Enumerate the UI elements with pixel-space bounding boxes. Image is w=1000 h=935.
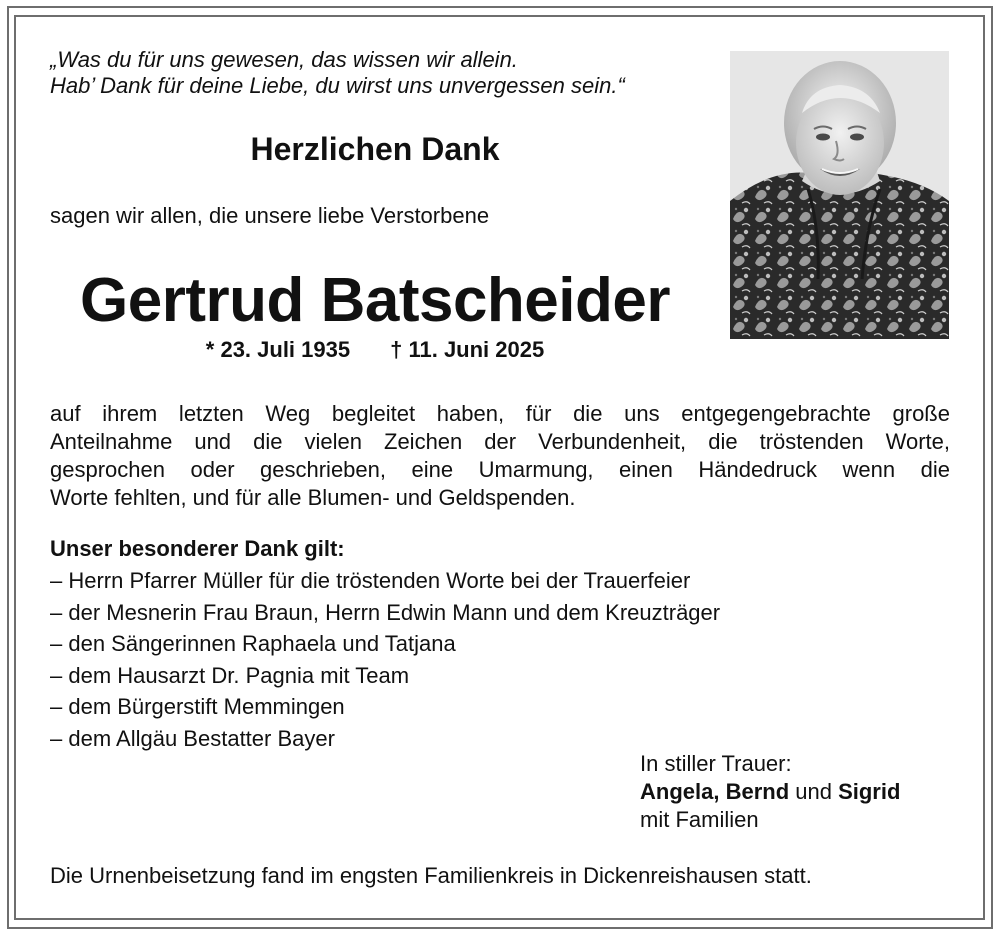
burial-notice: Die Urnenbeisetzung fand im engsten Familienkreis in Dickenreishausen statt. [50, 863, 812, 888]
heading: Herzlichen Dank [250, 131, 500, 167]
list-item: – der Mesnerin Frau Braun, Herrn Edwin Mann und dem Kreuzträger [50, 599, 721, 625]
paragraph-line: Anteilnahme und die vielen Zeichen der Verbundenheit, die tröstenden Worte, [50, 429, 950, 454]
paragraph-line: Worte fehlten, und für alle Blumen- und Geldspenden. [50, 485, 576, 510]
list-item: – dem Allgäu Bestatter Bayer [50, 725, 335, 751]
life-dates [50, 336, 700, 364]
birth-date: * 23. Juli 1935 [205, 337, 351, 362]
list-item: – dem Hausarzt Dr. Pagnia mit Team [50, 662, 410, 688]
list-item: – dem Bürgerstift Memmingen [50, 694, 345, 719]
mourner-connector: und [789, 779, 839, 804]
list-item: – den Sängerinnen Raphaela und Tatjana [50, 631, 456, 656]
deceased-name: Gertrud Batscheider [79, 266, 670, 335]
quote-line-1: „Was du für uns gewesen, das wissen wir allein. [50, 47, 518, 72]
special-thanks-list [50, 565, 720, 754]
list-item: – Herrn Pfarrer Müller für die tröstenden Worte bei der Trauerfeier [50, 568, 691, 593]
quote-line-2: Hab’ Dank für deine Liebe, du wirst uns unvergessen sein.“ [50, 73, 625, 98]
mourner-name: Sigrid [838, 779, 901, 804]
mourner-names: Angela, Bernd [640, 779, 790, 804]
special-thanks-heading: Unser besonderer Dank gilt: [50, 536, 345, 561]
paragraph-line: gesprochen oder geschrieben, eine Umarmung, einen Händedruck wenn die [50, 457, 950, 482]
death-date: † 11. Juni 2025 [390, 337, 545, 362]
mourning-intro: In stiller Trauer: [640, 751, 792, 776]
paragraph-line: auf ihrem letzten Weg begleitet haben, für die uns entgegengebrachte große [50, 401, 950, 426]
portrait-photo [730, 51, 949, 339]
thanks-paragraph [50, 400, 950, 512]
memorial-quote [50, 47, 625, 99]
mourning-signature [640, 750, 900, 834]
mourning-suffix: mit Familien [640, 807, 759, 832]
intro-text: sagen wir allen, die unsere liebe Verstorbene [50, 203, 490, 228]
mourners-line [640, 778, 900, 806]
